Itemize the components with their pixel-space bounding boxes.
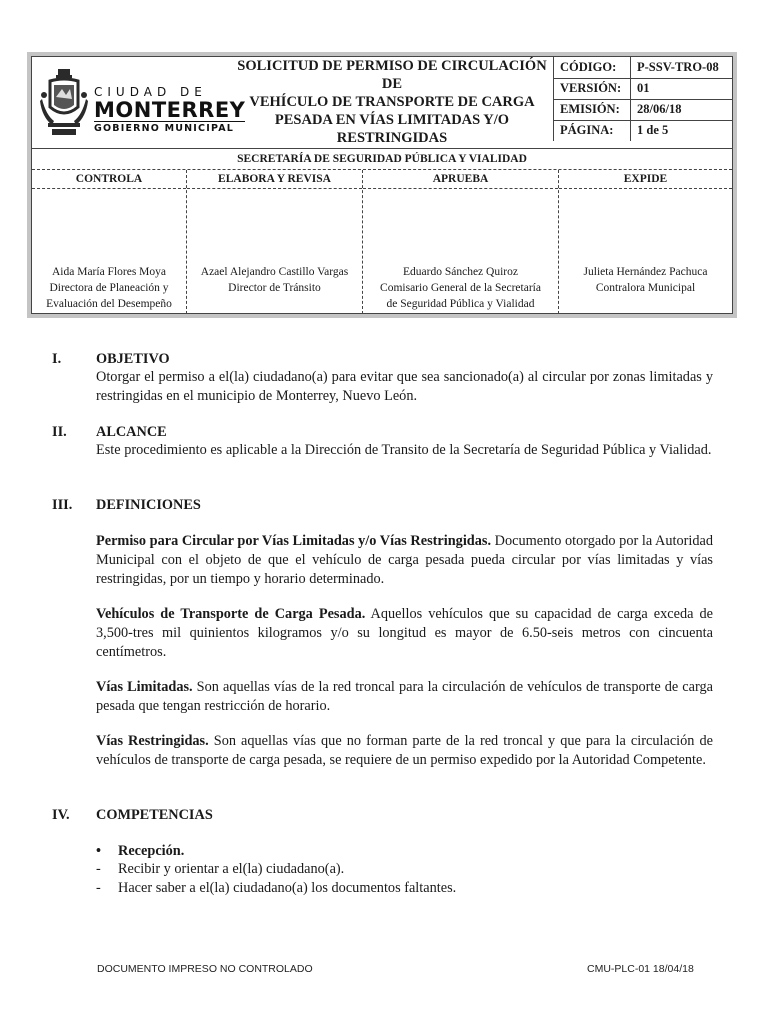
section-number: I. xyxy=(52,351,62,367)
dash-marker: - xyxy=(96,880,101,896)
coat-of-arms-icon xyxy=(40,67,88,137)
definition-text: Aquellos vehículos que su capacidad de carga exceda de 3,500-tres mil quinientos kilogramos y/o su longitud es mayor de 6.50-seis metros con cincuenta centímetros. xyxy=(96,606,713,660)
role-line: Azael Alejandro Castillo Vargas xyxy=(200,266,349,278)
municipal-logo xyxy=(36,63,246,143)
dash-marker: - xyxy=(96,861,101,877)
definition-term: Vías Restringidas. xyxy=(96,733,209,749)
role-line: Directora de Planeación y xyxy=(49,282,169,294)
title-line: RESTRINGIDAS xyxy=(336,130,448,146)
section-title-objetivo: OBJETIVO xyxy=(96,351,170,367)
footer-right: CMU-PLC-01 18/04/18 xyxy=(587,963,694,975)
role-line: Comisario General de la Secretaría xyxy=(380,282,541,294)
bullet-icon: • xyxy=(96,843,102,859)
meta-row-pagina xyxy=(554,120,734,141)
section-title-alcance: ALCANCE xyxy=(96,424,167,440)
title-line: PESADA EN VÍAS LIMITADAS Y/O xyxy=(274,112,510,128)
role-line: Director de Tránsito xyxy=(228,282,321,294)
definition-item xyxy=(96,532,713,589)
logo-text xyxy=(94,86,245,135)
role-elabora xyxy=(187,170,363,314)
definition-item xyxy=(96,678,713,716)
role-line: Julieta Hernández Pachuca xyxy=(583,266,708,278)
title-line: VEHÍCULO DE TRANSPORTE DE CARGA xyxy=(249,94,535,110)
secretaria-heading: SECRETARÍA DE SEGURIDAD PÚBLICA Y VIALIDAD xyxy=(32,149,732,170)
role-signer xyxy=(32,264,186,312)
role-line: Evaluación del Desempeño xyxy=(46,298,172,310)
meta-key: EMISIÓN: xyxy=(554,99,631,120)
role-signer xyxy=(559,264,732,296)
meta-value: P-SSV-TRO-08 xyxy=(631,57,734,78)
section-title-definiciones: DEFINICIONES xyxy=(96,497,201,513)
definition-item xyxy=(96,732,713,770)
role-head: APRUEBA xyxy=(363,170,558,189)
competencia-dash-item xyxy=(96,860,344,879)
role-head: EXPIDE xyxy=(559,170,732,189)
definition-term: Vías Limitadas. xyxy=(96,679,193,695)
header-table xyxy=(31,56,733,314)
logo-ciudad-de: CIUDAD DE xyxy=(94,85,207,99)
meta-key: PÁGINA: xyxy=(554,120,631,141)
footer-left: DOCUMENTO IMPRESO NO CONTROLADO xyxy=(97,963,313,975)
header-top-row xyxy=(32,57,732,149)
definition-text: Documento otorgado por la Autoridad Municipal con el objeto de que el vehículo de carga pesada pueda circular por vías limitadas y vías restringidas, por un tiempo y horario determinado. xyxy=(96,533,713,587)
role-aprueba xyxy=(363,170,559,314)
definition-term: Permiso para Circular por Vías Limitadas y/o Vías Restringidas. xyxy=(96,533,492,549)
section-title-competencias: COMPETENCIAS xyxy=(96,807,213,823)
signature-roles xyxy=(32,170,732,314)
role-line: Aida María Flores Moya xyxy=(51,266,167,278)
role-expide xyxy=(559,170,732,314)
definition-text: Son aquellas vías que no forman parte de la red troncal y que para la circulación de vehículos de transporte de carga pesada, se requiere de un permiso expedido por la Autoridad Competente. xyxy=(96,733,713,768)
objetivo-text: Otorgar el permiso a el(la) ciudadano(a) para evitar que sea sancionado(a) al circular por zonas limitadas y restringidas en el municipio de Monterrey, Nuevo León. xyxy=(96,369,713,404)
bullet-label: Recepción. xyxy=(118,843,185,859)
meta-value: 28/06/18 xyxy=(631,99,734,120)
meta-value: 01 xyxy=(631,78,734,99)
role-line: de Seguridad Pública y Vialidad xyxy=(386,298,535,310)
logo-gobierno-municipal: GOBIERNO MUNICIPAL xyxy=(94,121,245,135)
section-number: IV. xyxy=(52,807,70,823)
role-head: ELABORA Y REVISA xyxy=(187,170,362,189)
definition-item xyxy=(96,605,713,662)
competencia-dash-item xyxy=(96,879,456,898)
document-title xyxy=(232,57,552,147)
document-metadata-table xyxy=(553,57,733,141)
meta-row-codigo xyxy=(554,57,734,78)
dash-text: Hacer saber a el(la) ciudadano(a) los documentos faltantes. xyxy=(118,880,457,896)
alcance-text: Este procedimiento es aplicable a la Dirección de Transito de la Secretaría de Seguridad Pública y Vialidad. xyxy=(96,442,712,458)
definition-text: Son aquellas vías de la red troncal para la circulación de vehículos de transporte de carga pesada que tengan restricción de horario. xyxy=(96,679,713,714)
role-controla xyxy=(32,170,187,314)
role-line: Eduardo Sánchez Quiroz xyxy=(403,266,518,278)
title-line: SOLICITUD DE PERMISO DE CIRCULACIÓN DE xyxy=(237,58,547,92)
meta-row-emision xyxy=(554,99,734,120)
role-signer xyxy=(363,264,558,312)
dash-text: Recibir y orientar a el(la) ciudadano(a). xyxy=(118,861,345,877)
meta-row-version xyxy=(554,78,734,99)
definition-term: Vehículos de Transporte de Carga Pesada. xyxy=(96,606,366,622)
role-signer xyxy=(187,264,362,296)
logo-monterrey: MONTERREY xyxy=(94,98,246,122)
meta-key: VERSIÓN: xyxy=(554,78,631,99)
meta-value: 1 de 5 xyxy=(631,120,734,141)
competencia-bullet xyxy=(96,842,184,861)
meta-key: CÓDIGO: xyxy=(554,57,631,78)
section-number: III. xyxy=(52,497,73,513)
section-number: II. xyxy=(52,424,67,440)
role-head: CONTROLA xyxy=(32,170,186,189)
role-line: Contralora Municipal xyxy=(595,282,696,294)
